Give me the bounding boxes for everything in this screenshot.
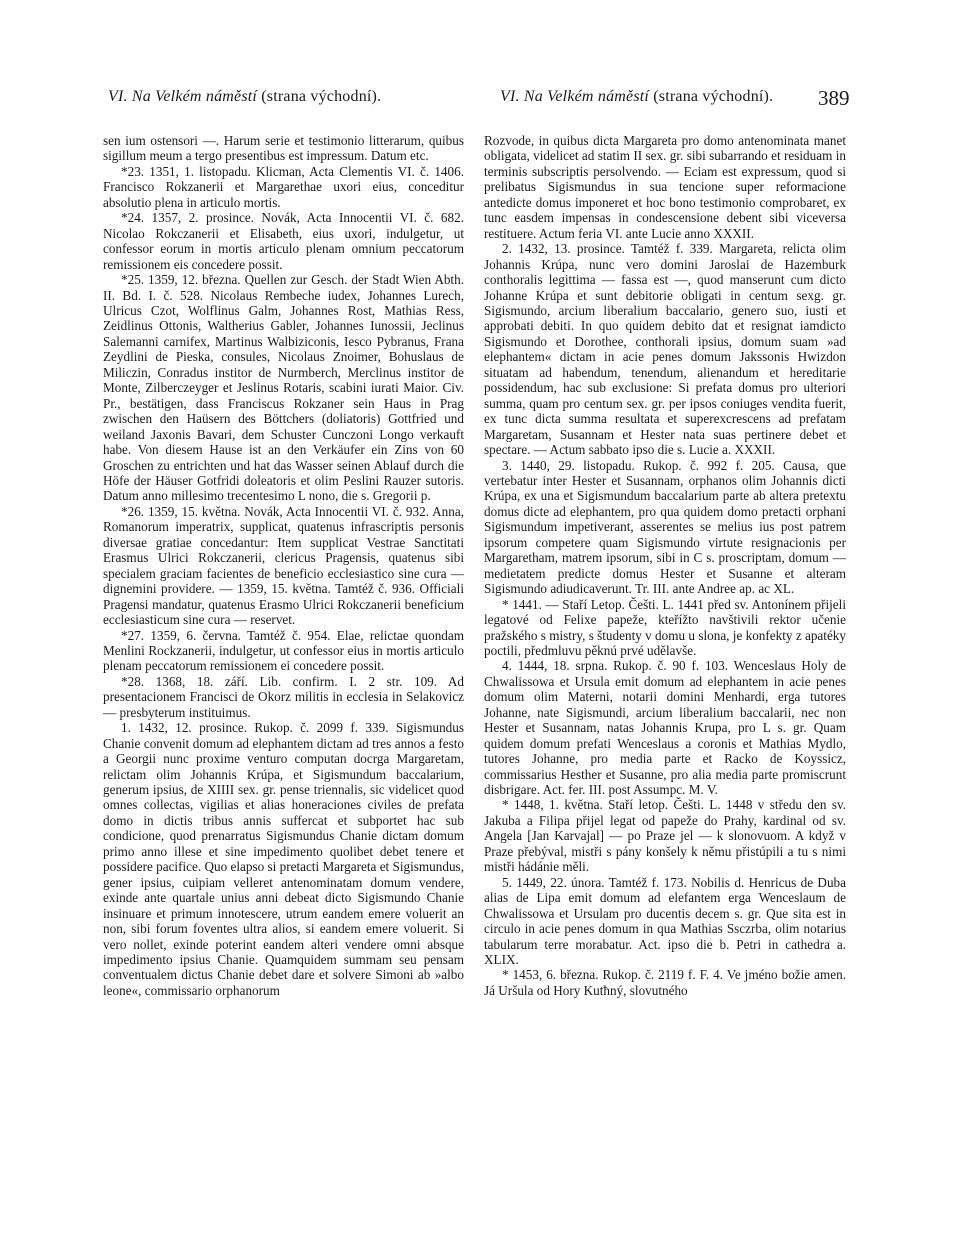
- header-left: [108, 88, 381, 106]
- header-right: [500, 88, 773, 106]
- header-left-sub: (strana východní).: [261, 88, 382, 105]
- left-column: [103, 133, 464, 998]
- paragraph: Rozvode, in quibus dicta Margareta pro domo antenominata manet obligata, videlicet ad statim II sex. gr. sibi subarrando et residuam in terminis subscriptis persolvendo. — Eciam est expressum, quod si prelibatus Sigismundus in sua tencione super reformacione antedicte domus imponeret et hoc bono testimonio comprobaret, ex tunc easdem impensas in condescensione debent sibi viceversa restituere. Actum feria VI. ante Lucie anno XXXII.: [484, 133, 846, 241]
- right-column: [484, 133, 846, 998]
- header-left-title: VI. Na Velkém náměstí: [108, 88, 258, 105]
- paragraph: sen ium ostensori —. Harum serie et testimonio litterarum, quibus sigillum meum a tergo presentibus est impressum. Datum etc.: [103, 133, 464, 164]
- page-number: 389: [818, 86, 850, 110]
- paragraph: 3. 1440, 29. listopadu. Rukop. č. 992 f. 205. Causa, que vertebatur inter Hester et Susannam, orphanos olim Johannis dicti Krúpa, ex una et Sigismundum baccalarium parte ab altera pretextu domus dicte ad elephantem, pro qua quidem domo pretacti orphani Sigismundum impetiverant, asserentes se melius ius post patrem ipsorum competere quam Sigismundo virtute resignacionis per Margaretham, matrem ipsorum, sibi in C s. proscriptam, domum — medietatem predicte domus Hester et Susanne et alteram Sigismundo adiudicaverunt. Tr. III. ante Andree ap. ac XL.: [484, 457, 846, 597]
- running-header: [0, 88, 960, 118]
- paragraph: * 1441. — Staří Letop. Češti. L. 1441 před sv. Antonínem přijeli legatové od Felixe papeže, kteřížto navštivili rektor učenie pražského s mistry, s študenty v domu u slona, je konfekty z apatéky poctili, předmluvu pěknú prvé udělavše.: [484, 596, 846, 658]
- paragraph: *26. 1359, 15. května. Novák, Acta Innocentii VI. č. 932. Anna, Romanorum imperatrix, supplicat, quatenus infrascriptis personis diversae gratiae concedantur: Item supplicat Vestrae Sanctitati Erasmus Ulrici Rokczanerii, clericus Pragensis, quatenus sibi specialem graciam facientes de beneficio ecclesiastico sine cura — dignemini providere. — 1359, 15. května. Tamtéž č. 936. Officiali Pragensi mandatur, quatenus Erasmo Ulrici Rokczanerii beneficium ecclesiasticum sine cura — reservet.: [103, 503, 464, 628]
- paragraph: *24. 1357, 2. prosince. Novák, Acta Innocentii VI. č. 682. Nicolao Rokczanerii et Elisabeth, eius uxori, indulgetur, ut confessor eorum in mortis articulo plenam omnium peccatorum remissionem eis concedere possit.: [103, 210, 464, 272]
- paragraph: *25. 1359, 12. března. Quellen zur Gesch. der Stadt Wien Abth. II. Bd. I. č. 528. Nicolaus Rembeche iudex, Johannes Lurech, Ulricus Czot, Wolflinus Galm, Johannes Rost, Mathias Ress, Zeidlinus Ottonis, Waltherius Gabler, Johannes Iunossii, Jeclinus Salemanni carnifex, Martinus Walbiziconis, Iesco Pybranus, Frana Zeydlini de Pieska, consules, Nicolaus Znoimer, Bohuslaus de Miliczin, Conradus institor de Nurmberch, Merclinus institor de Monte, Zilberczeyger et Jeslinus Rotaris, scabini iurati Maior. Civ. Pr., bestätigen, dass Franciscus Rokzaner sein Haus in Prag zwischen den Haüsern des Böttchers (doliatoris) Gottfried und weiland Jaxonis Bavari, dem Schuster Cunczoni Longo verkauft habe. Von diesem Hause ist an den Verkäufer ein Zins von 60 Groschen zu entrichten und hat das Wasser seinen Ablauf durch die Höfe der Häuser Gotfridi doleatoris et olim Peslini Rauzer sutoris. Datum anno millesimo trecentesimo L nono, die s. Gregorii p.: [103, 272, 464, 504]
- header-right-sub: (strana východní).: [653, 88, 774, 105]
- paragraph: *27. 1359, 6. června. Tamtéž č. 954. Elae, relictae quondam Menlini Rockzanerii, indulgetur, ut confessor eius in mortis articulo plenam peccatorum remissionem ei concedere possit.: [103, 627, 464, 674]
- paragraph: 5. 1449, 22. února. Tamtéž f. 173. Nobilis d. Henricus de Duba alias de Lipa emit domum ad elefantem erga Wenceslaum de Chwalissowa et Ursulam pro ducentis decem s. gr. Que sita est in circulo in acie penes domum in qua Mathias Ssczrba, olim notarius tabularum terre morabatur. Act. ipso die b. Petri in cathedra a. XLIX.: [484, 874, 846, 968]
- header-right-title: VI. Na Velkém náměstí: [500, 88, 650, 105]
- paragraph: * 1448, 1. května. Staří letop. Češti. L. 1448 v středu den sv. Jakuba a Filipa přijel legat od papeže do Prahy, kardinal od sv. Angela [Jan Karvajal] — po Praze jel — k slonovuom. A když v Praze přebýval, mistři s pány konšely k němu přistúpili a tu s nimi mistři hádánie měli.: [484, 797, 846, 875]
- paragraph: 2. 1432, 13. prosince. Tamtéž f. 339. Margareta, relicta olim Johannis Krúpa, nunc vero domini Jaroslai de Hazemburk conthoralis legittima — fassa est —, quod manserunt cum dicto Johanne Krúpa et sunt debitorie obligati in centum sexg. gr. Sigismundo, arcium liberalium baccalario, genero suo, iusti et approbati debiti. In quo quidem debito dat et resignat iamdicto Sigismundo et Dorothee, conthorali ipsius, domum suam »ad elephantem« dictam in acie penes domum Jakssonis Hwizdon situatam ad habendum, tenendum, alienandum et hereditarie possidendum, hac sub exclusione: Si prefata domus pro ulteriori summa, quam pro centum sex. gr. per ipsos coniuges vendita fuerit, ex tunc dicta summa resultata et superexcrescens ad prefatam Margaretam, Susannam et Hester nata suas pertinere debet et spectare. — Actum sabbato ipso die s. Lucie a. XXXII.: [484, 241, 846, 458]
- paragraph: 4. 1444, 18. srpna. Rukop. č. 90 f. 103. Wenceslaus Holy de Chwalissowa et Ursula emit domum ad elephantem in acie penes domum olim Materni, notarii domini Menhardi, erga tutores Johanne, nate Sigismundi, arcium liberalium baccalarii, nec non Hester et Susannam, natas Johannis Krupa, pro L s. gr. Quam quidem domum prefati Wenceslaus a coronis et Mathias Mydlo, tutores Johanne, pro media parte et Racko de Koyssicz, commissarius Hesther et Susanne, pro alia media parte promiscrunt disbrigare. Act. fer. III. post Assumpc. M. V.: [484, 658, 846, 798]
- paragraph: *28. 1368, 18. září. Lib. confirm. I. 2 str. 109. Ad presentacionem Francisci de Okorz militis in ecclesia in Selakovicz — presbyterum instituimus.: [103, 673, 464, 720]
- paragraph: * 1453, 6. března. Rukop. č. 2119 f. F. 4. Ve jméno božie amen. Já Uršula od Hory Kutħný, slovutného: [484, 967, 846, 998]
- paragraph: 1. 1432, 12. prosince. Rukop. č. 2099 f. 339. Sigismundus Chanie convenit domum ad elephantem dictam ad tres annos a festo a Georgii nunc proxime venturo computan docrga Margaretam, relictam olim Johannis Krúpa, et Sigismundum baccalarium, generum ipsius, de XIIII sex. gr. pense triennalis, sic videlicet quod omnes collectas, vigilias et alias honeraciones civiles de prefata domo in dictis tribus annis suffercat et subportet hac sub condicione, quod prenarratus Sigismundus Chanie dictam domum primo anno illese et sine impedimento quolibet debet tenere et possidere pacifice. Quo elapso si pretacti Margareta et Sigismundus, gener ipsius, cuipiam velleret antenominatam domum vendere, exinde ante quartale unius anni debeat dicto Sigismundo Chanie insinuare et primum innotescere, utrum eandem emere voluerit an non, sibi forum foventes ultra alios, si eandem emere voluerit. Si vero nollet, exinde poterint eandem alteri vendere omni absque impedimento ipsius Chanie. Quamquidem summam seu pensam conventualem dictus Chanie debet dare et solvere Simoni ab »albo leone«, commissario orphanorum: [103, 720, 464, 998]
- paragraph: *23. 1351, 1. listopadu. Klicman, Acta Clementis VI. č. 1406. Francisco Rokzanerii et Margarethae uxori eius, conceditur absolutio plena in articulo mortis.: [103, 163, 464, 210]
